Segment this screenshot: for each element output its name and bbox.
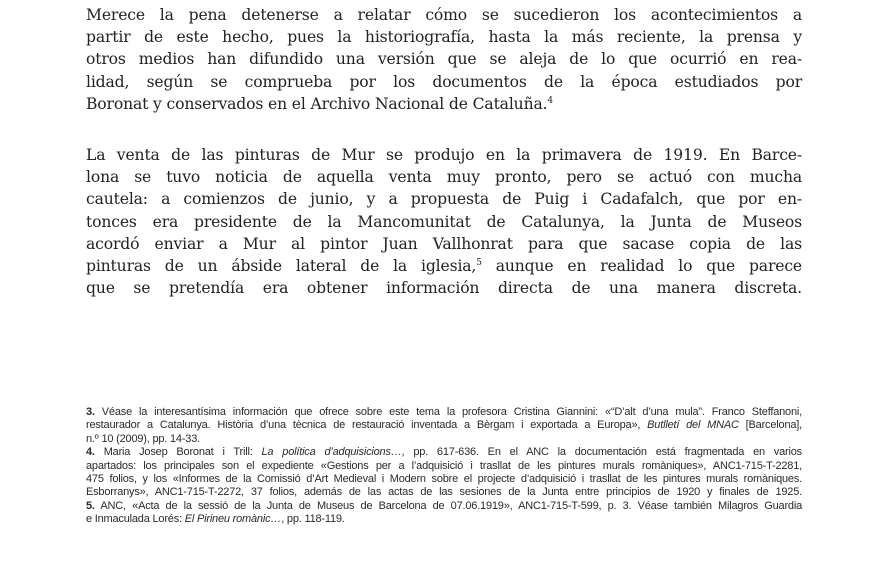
note-line	[86, 500, 802, 513]
text-line: Merece la pena detenerse a relatar cómo se sucedieron los acontecimientos a	[86, 6, 802, 24]
text-segment: Boronat y conservados en el Archivo Nacional de Cataluña.	[86, 94, 548, 113]
text-line	[86, 93, 802, 115]
footnote-ref-4[interactable]: 4	[547, 95, 553, 106]
footnote-3	[86, 406, 802, 446]
text-line	[86, 255, 802, 277]
note-line: Esborranys», ANC1-715-T-2272, 37 folios, además de las actas de las sesiones de la Junta entre principios de 1920 y finales de 1925.	[86, 486, 802, 499]
text-line: cautela: a comienzos de junio, y a propuesta de Puig i Cadafalch, que por en-	[86, 190, 802, 209]
text-line: otros medios han difundido una versión que se aleja de lo que ocurrió en rea-	[86, 50, 802, 69]
footnote-4	[86, 446, 802, 500]
footnote-number: 3.	[86, 406, 95, 418]
text-segment: , pp. 118-119.	[281, 513, 345, 526]
note-line: 475 folios, y los «Informes de la Comissió d’Art Medieval i Modern sobre el projecte d’adquisició i trasllat de les pintures murals romàniques.	[86, 473, 802, 486]
italic-title: Butlletí del MNAC	[647, 419, 739, 432]
note-line	[86, 406, 802, 419]
note-line: apartados: los principales son el expediente «Gestions per a l’adquisició i trasllat de les pintures murals romàniques», ANC1-715-T-2281,	[86, 459, 802, 472]
text-segment: e Inmaculada Lorés:	[86, 513, 185, 526]
italic-title: La política d’adquisicions…	[261, 446, 402, 459]
italic-title: El Pirineu romànic…	[184, 513, 282, 526]
note-line	[86, 446, 802, 459]
text-line: partir de este hecho, pues la historiografía, hasta la más reciente, la prensa y	[86, 28, 802, 47]
paragraph-2	[86, 144, 802, 299]
footnote-ref-5[interactable]: 5	[476, 257, 482, 268]
text-segment: [Barcelona],	[738, 419, 802, 432]
footnote-5	[86, 500, 802, 527]
text-line: que se pretendía era obtener información directa de una manera discreta.	[86, 279, 802, 298]
text-segment: aunque en realidad lo que parece	[481, 257, 802, 276]
text-segment: restaurador a Catalunya. Història d’una tècnica de restauració inventada a Bèrgam i exportada a Europa»,	[86, 419, 648, 432]
note-line: n.º 10 (2009), pp. 14-33.	[86, 432, 200, 445]
text-line: La venta de las pinturas de Mur se produjo en la primavera de 1919. En Barce-	[86, 146, 802, 164]
footnote-number: 5.	[86, 499, 95, 512]
footnote-number: 4.	[86, 446, 95, 459]
text-segment: pinturas de un ábside lateral de la iglesia,	[86, 257, 477, 276]
paragraph-1	[86, 4, 802, 115]
text-segment: ANC, «Acta de la sessió de la Junta de Museus de Barcelona de 07.06.1919», ANC1-715-T-599, p. 3. Véase también Milagros Guardia	[94, 499, 802, 512]
text-line: lona se tuvo noticia de aquella venta muy pronto, pero se actuó con mucha	[86, 168, 802, 187]
footnotes	[86, 406, 802, 527]
text-line: acordó enviar a Mur al pintor Juan Vallhonrat para que sacase copia de las	[86, 234, 802, 253]
text-line: tonces era presidente de la Mancomunitat de Catalunya, la Junta de Museos	[86, 212, 802, 231]
text-segment: Véase la interesantísima información que ofrece sobre este tema la profesora Cristina Giannini: «“D’alt d’una mula”. Franco Steffanoni,	[94, 406, 802, 418]
text-segment: , pp. 617-636. En el ANC la documentación está fragmentada en varios	[401, 446, 802, 459]
note-line	[86, 513, 802, 526]
note-line	[86, 419, 802, 432]
text-segment: Maria Josep Boronat i Trill:	[94, 446, 262, 459]
text-line: lidad, según se comprueba por los documentos de la época estudiados por	[86, 72, 802, 91]
